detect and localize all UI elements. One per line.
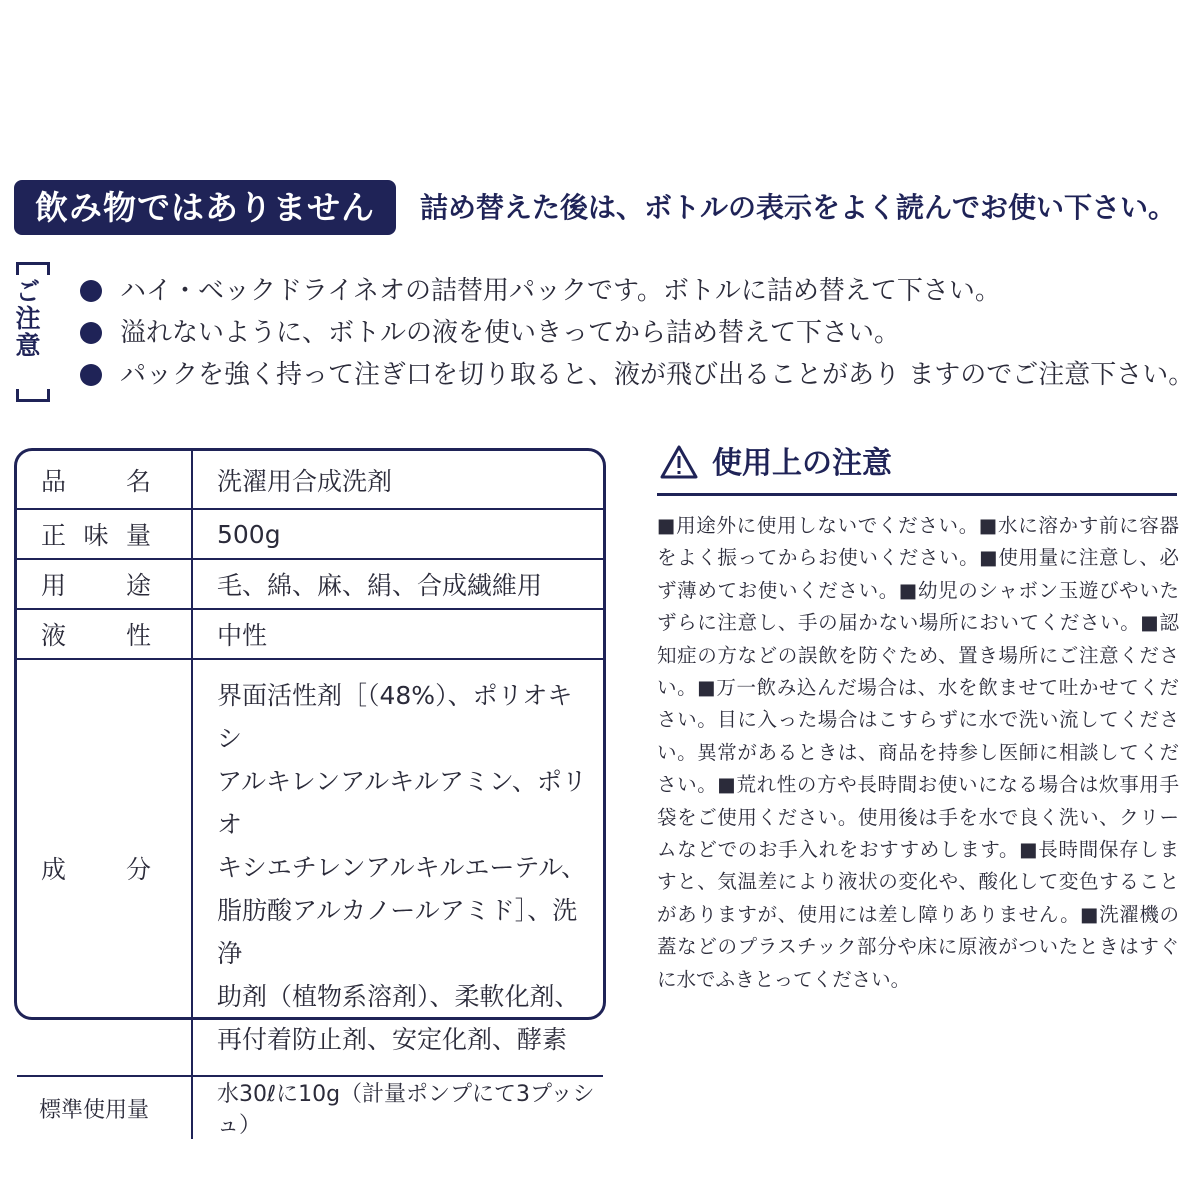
spec-value: 水30ℓに10g（計量ポンプにて3プッシュ）	[217, 1082, 595, 1138]
refill-instruction: 詰め替えた後は、ボトルの表示をよく読んでお使い下さい。	[420, 191, 1177, 224]
caution-heading	[10, 262, 50, 402]
caution-item	[78, 354, 1195, 396]
spec-value: 洗濯用合成洗剤	[192, 451, 603, 509]
usage-notes-heading	[660, 436, 1190, 492]
spec-row-usage	[17, 559, 603, 609]
spec-label	[17, 559, 192, 609]
label-char: 量	[125, 521, 151, 550]
spec-label	[17, 509, 192, 559]
ingredient-line: 脂肪酸アルカノールアミド］、洗浄	[217, 896, 578, 968]
warning-triangle-icon	[660, 444, 698, 480]
label-char: 正	[41, 521, 67, 550]
spec-label: 標準使用量	[17, 1076, 192, 1139]
spec-row-standard-amount	[17, 1076, 603, 1139]
spec-row-ingredients	[17, 659, 603, 1076]
spec-value: 毛、綿、麻、絹、合成繊維用	[192, 559, 603, 609]
label-char: 用	[41, 571, 67, 600]
bracket-bottom	[16, 389, 50, 402]
ingredient-line: 助剤（植物系溶剤）、柔軟化剤、	[217, 982, 580, 1011]
label-char: 液	[41, 621, 67, 650]
label-char: 品	[41, 466, 67, 496]
spec-row-product-name	[17, 451, 603, 509]
ingredient-line: 界面活性剤［（48%）、ポリオキシ	[217, 681, 573, 753]
ingredient-line: アルキレンアルキルアミン、ポリオ	[217, 767, 587, 839]
caution-item	[78, 312, 1188, 354]
label-char: 途	[125, 571, 151, 600]
usage-notes-body: ■用途外に使用しないでください。■水に溶かす前に容器をよく振ってからお使いください。■使用量に注意し、必ず薄めてお使いください。■幼児のシャボン玉遊びやいたずらに注意し、手の届かない場所においてください。■認知症の方などの誤飲を防ぐため、置き場所にご注意ください。■万一飲み込んだ場合は、水を飲ませて吐かせてください。目に入った場合はこすらずに水で洗い流してください。異常があるときは、商品を持参し医師に相談してください。■荒れ性の方や長時間お使いになる場合は炊事用手袋をご使用ください。使用後は手を水で良く洗い、クリームなどでのお手入れをおすすめします。■長時間保存しますと、気温差により液状の変化や、酸化して変色することがありますが、使用には差し障りありません。■洗濯機の蓋などのプラスチック部分や床に原液がついたときはすぐに水でふきとってください。	[657, 514, 1179, 991]
spec-label	[17, 609, 192, 659]
caution-heading-text: ご注意	[12, 278, 41, 359]
bracket-top	[16, 262, 50, 275]
label-char: 性	[125, 621, 151, 650]
ingredients-value	[192, 659, 603, 1076]
ingredient-line: キシエチレンアルキルエーテル、	[217, 853, 587, 882]
spec-row-net-weight	[17, 509, 603, 559]
label-char: 分	[125, 854, 151, 884]
label-char: 味	[83, 521, 109, 550]
caution-item-text: ハイ・ベックドライネオの詰替用パックです。ボトルに詰め替えて下さい。	[120, 276, 1001, 306]
bullet-icon	[80, 364, 102, 386]
usage-notes-title: 使用上の注意	[712, 446, 892, 481]
spec-value: 500g	[192, 509, 603, 559]
not-a-drink-label: 飲み物ではありません	[14, 180, 396, 235]
caution-item	[78, 270, 1188, 312]
label-char: 成	[41, 854, 67, 884]
spec-row-liquid-type	[17, 609, 603, 659]
product-spec-table	[14, 448, 606, 1138]
divider	[657, 493, 1177, 496]
spec-value: 中性	[192, 609, 603, 659]
label-char: 名	[125, 466, 151, 496]
ingredient-line: 再付着防止剤、安定化剤、酵素	[217, 1025, 568, 1054]
bullet-icon	[80, 322, 102, 344]
caution-item-text: 溢れないように、ボトルの液を使いきってから詰め替えて下さい。	[120, 318, 901, 348]
caution-item-text: パックを強く持って注ぎ口を切り取ると、液が飛び出ることがあり ますのでご注意下さい。	[120, 360, 1195, 390]
spec-label	[17, 659, 192, 1076]
spec-label	[17, 451, 192, 509]
caution-list	[78, 270, 1195, 396]
bullet-icon	[80, 280, 102, 302]
